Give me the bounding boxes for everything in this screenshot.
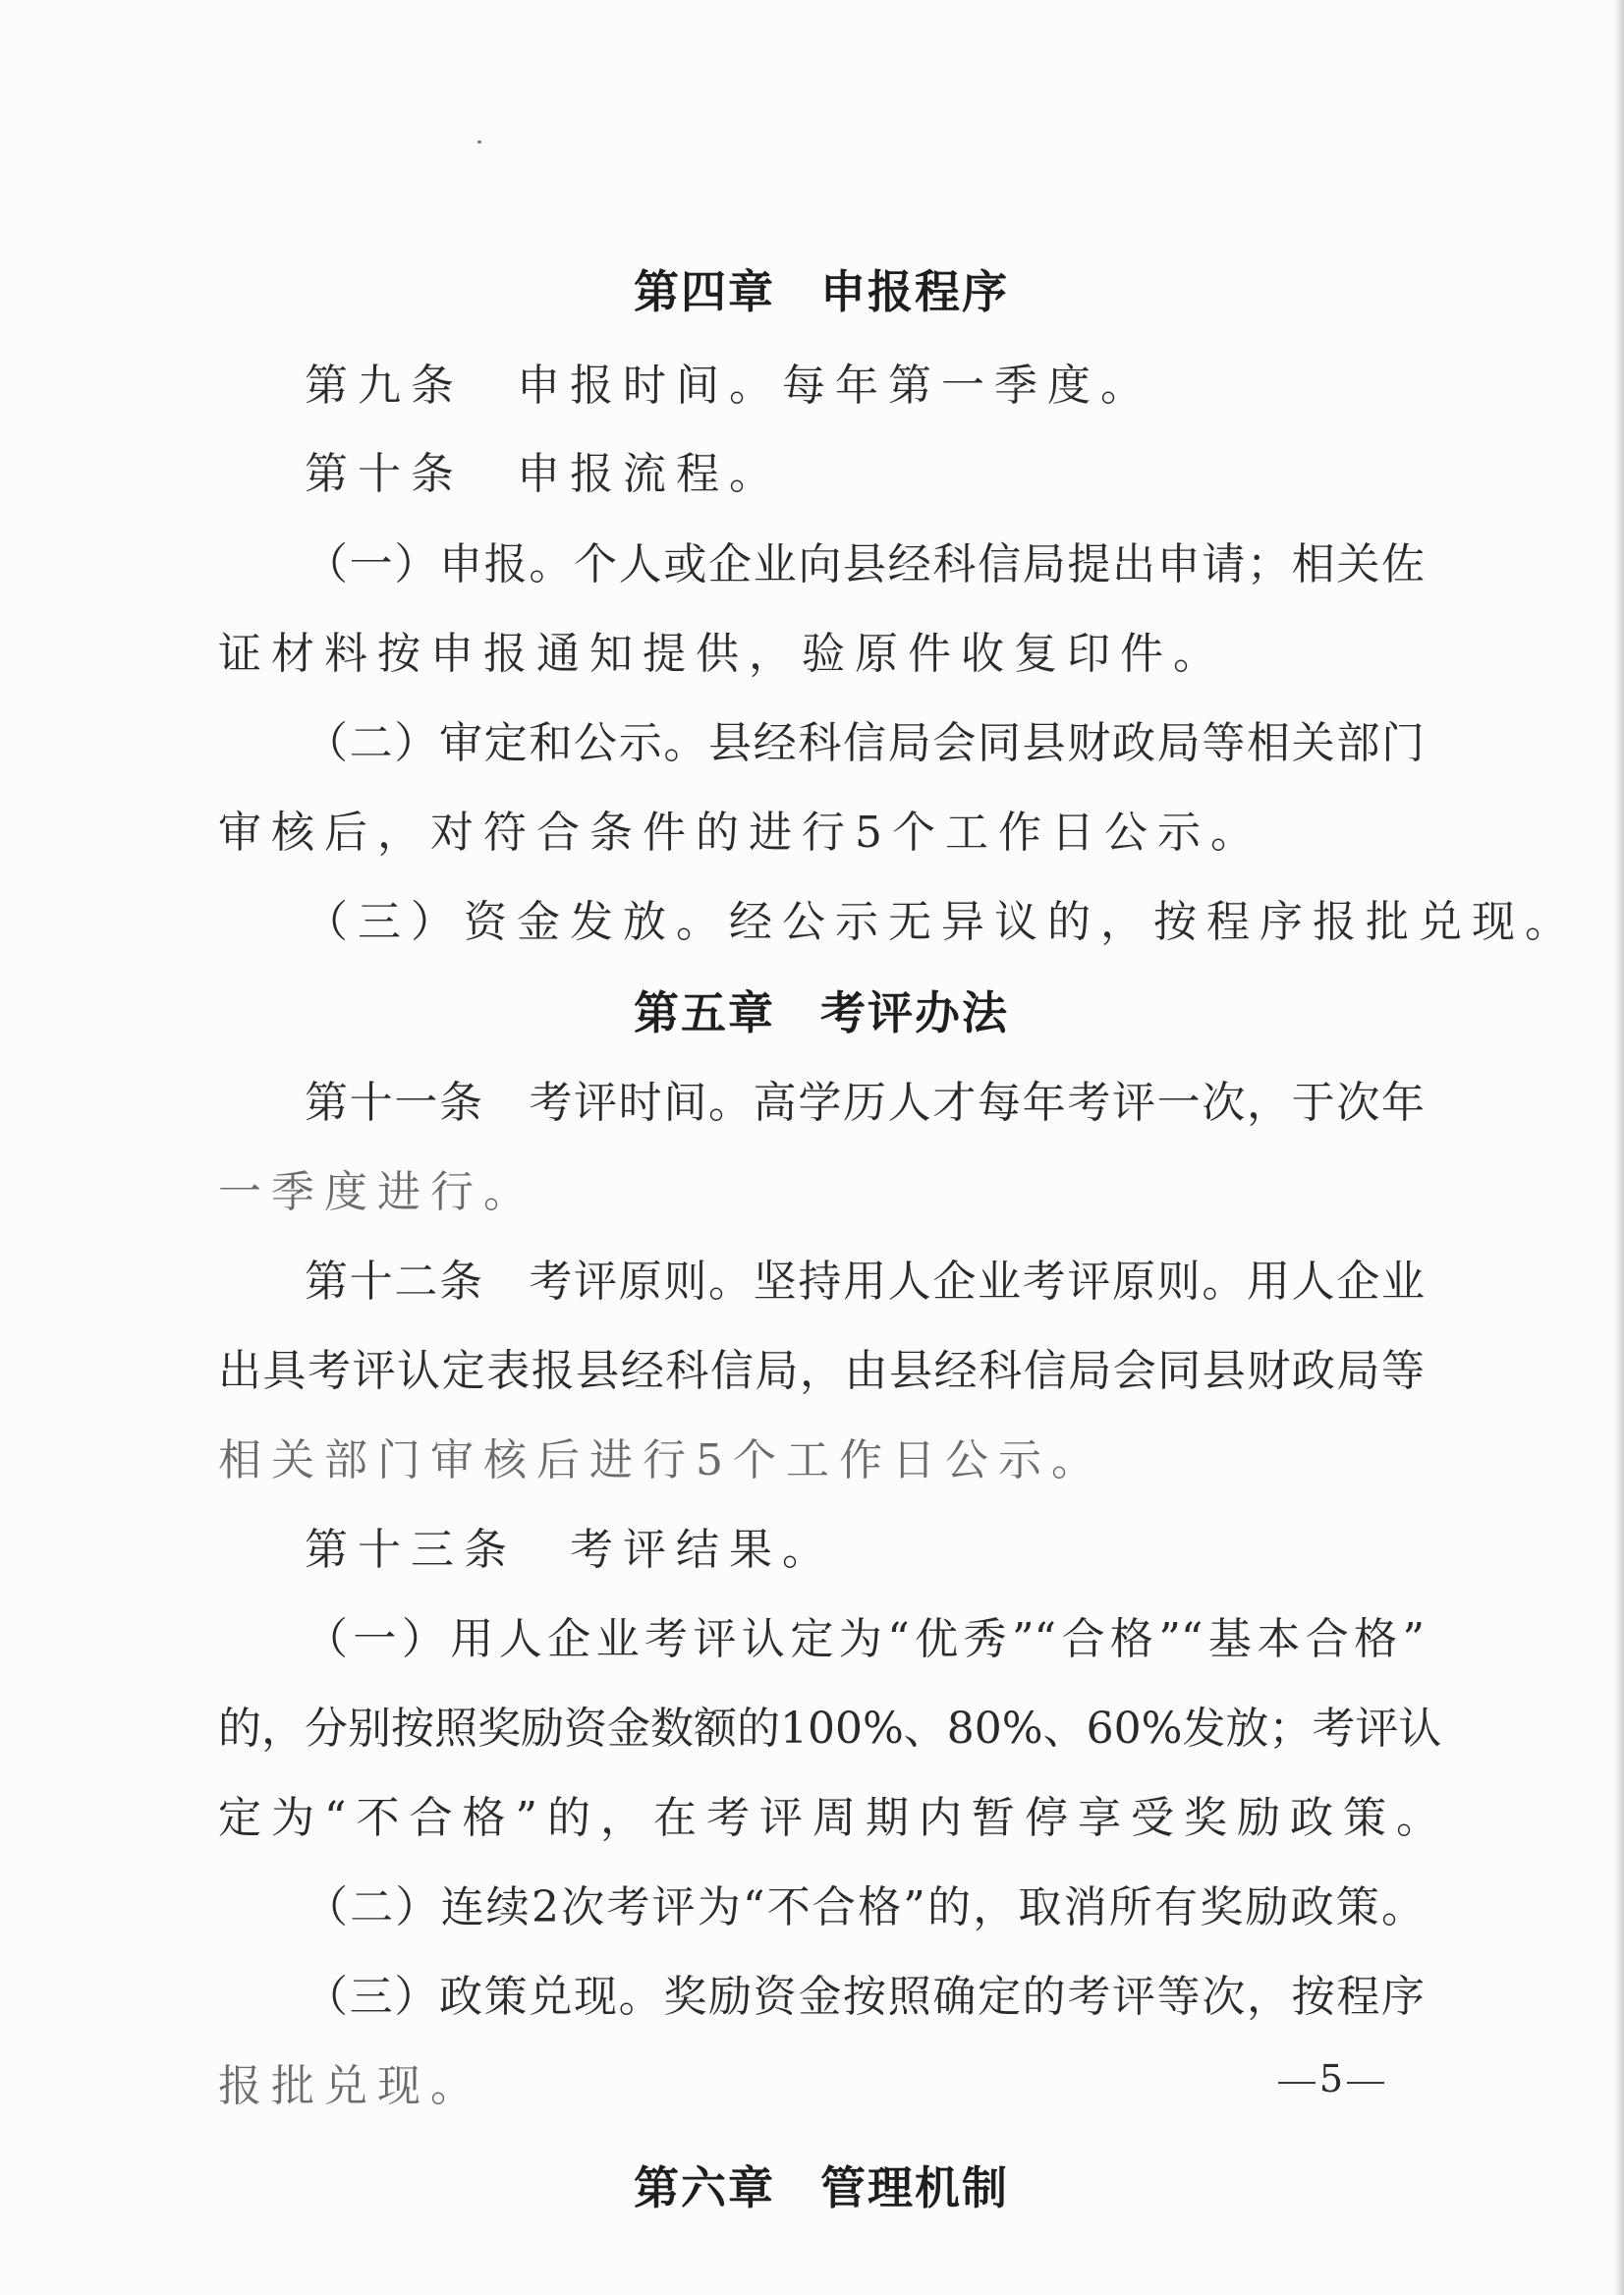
chapter-5-heading: [218, 983, 1425, 1042]
article-13-item-1-line-3: 定为“不合格”的，在考评周期内暂停享受奖励政策。: [218, 1793, 1449, 1843]
article-12-line-2: 出具考评认定表报县经科信局，由县经科信局会同县财政局等: [218, 1346, 1425, 1396]
page-number-dash-right: [1347, 2082, 1384, 2084]
scan-speck: [477, 140, 481, 143]
chapter-5-title: 第五章: [634, 986, 775, 1039]
article-13-item-3-line-2: 报批兑现。: [218, 2061, 483, 2111]
chapter-6-title: 第六章: [634, 2161, 775, 2214]
article-12-line-3: 相关部门审核后进行5个工作日公示。: [218, 1435, 1104, 1485]
scan-edge-shadow: [1614, 0, 1624, 2295]
chapter-4-heading: [218, 262, 1425, 321]
chapter-6-heading: [218, 2158, 1425, 2217]
article-12-line-1: 第十二条 考评原则。坚持用人企业考评原则。用人企业: [305, 1257, 1425, 1307]
article-10-item-1-line-2: 证材料按申报通知提供，验原件收复印件。: [218, 629, 1226, 679]
chapter-4-title: 第四章: [634, 265, 775, 318]
article-13-item-1-line-1: （一）用人企业考评认定为“优秀”“合格”“基本合格”: [305, 1614, 1425, 1664]
article-9: 第九条 申报时间。每年第一季度。: [305, 361, 1153, 411]
article-11-line-2: 一季度进行。: [218, 1167, 536, 1217]
page-number-dash-left: [1278, 2082, 1316, 2084]
article-10-item-2-line-1: （二）审定和公示。县经科信局会同县财政局等相关部门: [305, 718, 1425, 768]
article-11-line-1: 第十一条 考评时间。高学历人才每年考评一次，于次年: [305, 1078, 1425, 1128]
article-10-item-3: （三）资金发放。经公示无异议的，按程序报批兑现。: [305, 897, 1578, 947]
page-number-value: 5: [1318, 2057, 1344, 2100]
article-10: 第十条 申报流程。: [305, 449, 782, 499]
article-10-item-2-line-2: 审核后，对符合条件的进行5个工作日公示。: [218, 808, 1263, 858]
chapter-4-name: 申报程序: [820, 265, 1009, 318]
article-10-item-1-line-1: （一）申报。个人或企业向县经科信局提出申请；相关佐: [305, 539, 1425, 589]
article-13-item-3-line-1: （三）政策兑现。奖励资金按照确定的考评等次，按程序: [305, 1972, 1425, 2022]
article-13: 第十三条 考评结果。: [305, 1525, 835, 1575]
article-13-item-1-line-2: 的，分别按照奖励资金数额的100%、80%、60%发放；考评认: [218, 1704, 1442, 1754]
page-number: [1267, 2055, 1395, 2102]
chapter-5-name: 考评办法: [820, 986, 1009, 1039]
chapter-6-name: 管理机制: [820, 2161, 1009, 2214]
article-13-item-2: （二）连续2次考评为“不合格”的，取消所有奖励政策。: [305, 1882, 1425, 1932]
